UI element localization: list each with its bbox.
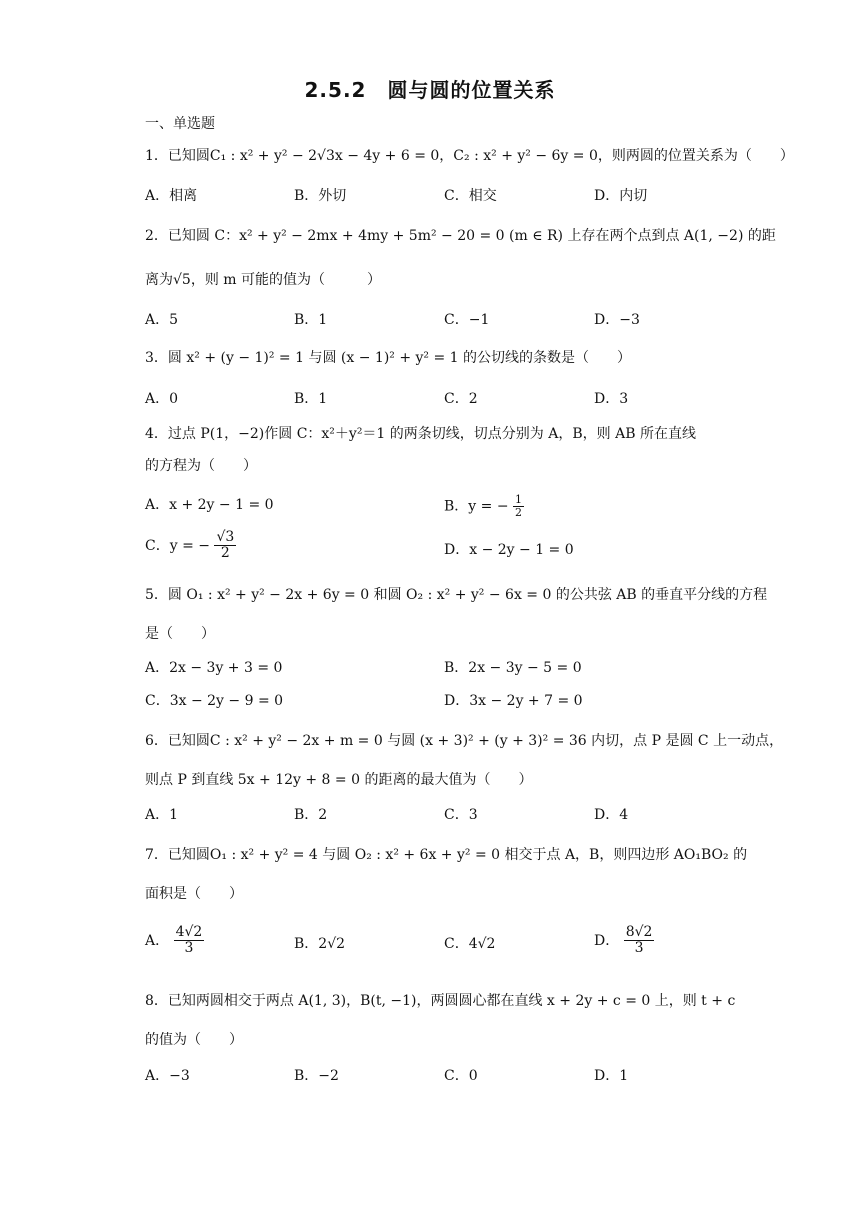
question-4-stem-line-2: 的方程为（ ） — [145, 458, 257, 474]
question-4-option-b-fraction — [513, 494, 524, 519]
question-4-option-b — [444, 494, 524, 519]
question-4-option-c-sign: − — [198, 537, 210, 554]
question-7-stem-line-1: 7．已知圆O₁ : x² + y² = 4 与圆 O₂ : x² + 6x + y² = 0 相交于点 A，B，则四边形 AO₁BO₂ 的 — [145, 847, 748, 863]
question-5-option-c: C．3x − 2y − 9 = 0 — [145, 693, 284, 709]
question-1-option-a: A．相离 — [145, 188, 198, 204]
fraction-numerator: 8√2 — [625, 924, 653, 940]
question-4-option-b-label: B．y = — [444, 498, 493, 515]
question-4-option-c — [145, 530, 236, 562]
question-5-stem-line-2: 是（ ） — [145, 626, 215, 642]
question-5-stem-line-1: 5．圆 O₁ : x² + y² − 2x + 6y = 0 和圆 O₂ : x² + y² − 6x = 0 的公共弦 AB 的垂直平分线的方程 — [145, 587, 768, 603]
fraction-numerator: 4√2 — [175, 924, 203, 940]
fraction-denominator: 2 — [220, 545, 230, 562]
section-heading: 一、单选题 — [145, 116, 215, 132]
question-2-option-a: A．5 — [145, 312, 179, 328]
question-6-stem-line-1: 6．已知圆C : x² + y² − 2x + m = 0 与圆 (x + 3)² + (y + 3)² = 36 内切，点 P 是圆 C 上一动点， — [145, 733, 784, 749]
question-5-option-b: B．2x − 3y − 5 = 0 — [444, 660, 582, 676]
question-2-stem-line-2: 离为√5，则 m 可能的值为（ ） — [145, 272, 382, 288]
question-4-option-b-sign: − — [496, 498, 509, 515]
question-1-option-d: D．内切 — [594, 188, 648, 204]
question-2-stem-line-1: 2．已知圆 C：x² + y² − 2mx + 4my + 5m² − 20 = 0 (m ∈ R) 上存在两个点到点 A(1, −2) 的距 — [145, 228, 776, 244]
question-7-option-d-fraction — [624, 925, 655, 957]
question-7-stem-line-2: 面积是（ ） — [145, 886, 243, 902]
question-8-option-c: C．0 — [444, 1068, 478, 1084]
question-7-option-a-fraction — [174, 925, 205, 957]
question-4-option-d: D．x − 2y − 1 = 0 — [444, 542, 574, 558]
question-8-option-b: B．−2 — [294, 1068, 339, 1084]
question-8-option-d: D．1 — [594, 1068, 629, 1084]
question-8-option-a: A．−3 — [145, 1068, 190, 1084]
question-6-stem-line-2: 则点 P 到直线 5x + 12y + 8 = 0 的距离的最大值为（ ） — [145, 772, 533, 788]
fraction-numerator: √3 — [216, 529, 235, 545]
question-3-option-b: B．1 — [294, 391, 328, 407]
question-6-option-b: B．2 — [294, 807, 328, 823]
question-5-option-d: D．3x − 2y + 7 = 0 — [444, 693, 583, 709]
question-2-option-b: B．1 — [294, 312, 328, 328]
question-5-option-a: A．2x − 3y + 3 = 0 — [145, 660, 283, 676]
question-6-option-c: C．3 — [444, 807, 478, 823]
question-7-option-c: C．4√2 — [444, 936, 496, 952]
fraction-numerator: 1 — [515, 493, 523, 506]
question-7-option-d-label: D． — [594, 932, 620, 949]
question-7-option-a — [145, 925, 204, 957]
question-2-option-c: C．−1 — [444, 312, 490, 328]
question-6-option-a: A．1 — [145, 807, 179, 823]
question-1-option-b: B．外切 — [294, 188, 347, 204]
question-6-option-d: D．4 — [594, 807, 629, 823]
question-3-option-c: C．2 — [444, 391, 478, 407]
question-4-stem-line-1: 4．过点 P(1，−2)作圆 C：x²＋y²＝1 的两条切线，切点分别为 A，B，则 AB 所在直线 — [145, 426, 696, 442]
question-7-option-d — [594, 925, 654, 957]
question-4-option-c-fraction — [214, 530, 236, 562]
question-3-option-a: A．0 — [145, 391, 179, 407]
question-1-stem: 1．已知圆C₁ : x² + y² − 2√3x − 4y + 6 = 0，C₂ : x² + y² − 6y = 0，则两圆的位置关系为（ ） — [145, 148, 794, 164]
question-1-option-c: C．相交 — [444, 188, 497, 204]
fraction-denominator: 3 — [634, 940, 644, 957]
page-title: 2.5.2 圆与圆的位置关系 — [304, 78, 556, 102]
question-7-option-a-label: A． — [145, 932, 170, 949]
question-4-option-a: A．x + 2y − 1 = 0 — [145, 497, 274, 513]
question-4-option-c-label: C．y = — [145, 537, 194, 554]
fraction-denominator: 2 — [515, 506, 523, 520]
question-2-option-d: D．−3 — [594, 312, 640, 328]
question-8-stem-line-1: 8．已知两圆相交于两点 A(1, 3)，B(t, −1)，两圆圆心都在直线 x + 2y + c = 0 上，则 t + c — [145, 993, 736, 1009]
question-8-stem-line-2: 的值为（ ） — [145, 1032, 243, 1048]
question-3-option-d: D．3 — [594, 391, 629, 407]
fraction-denominator: 3 — [184, 940, 194, 957]
question-7-option-b: B．2√2 — [294, 936, 346, 952]
question-3-stem: 3．圆 x² + (y − 1)² = 1 与圆 (x − 1)² + y² = 1 的公切线的条数是（ ） — [145, 350, 632, 366]
